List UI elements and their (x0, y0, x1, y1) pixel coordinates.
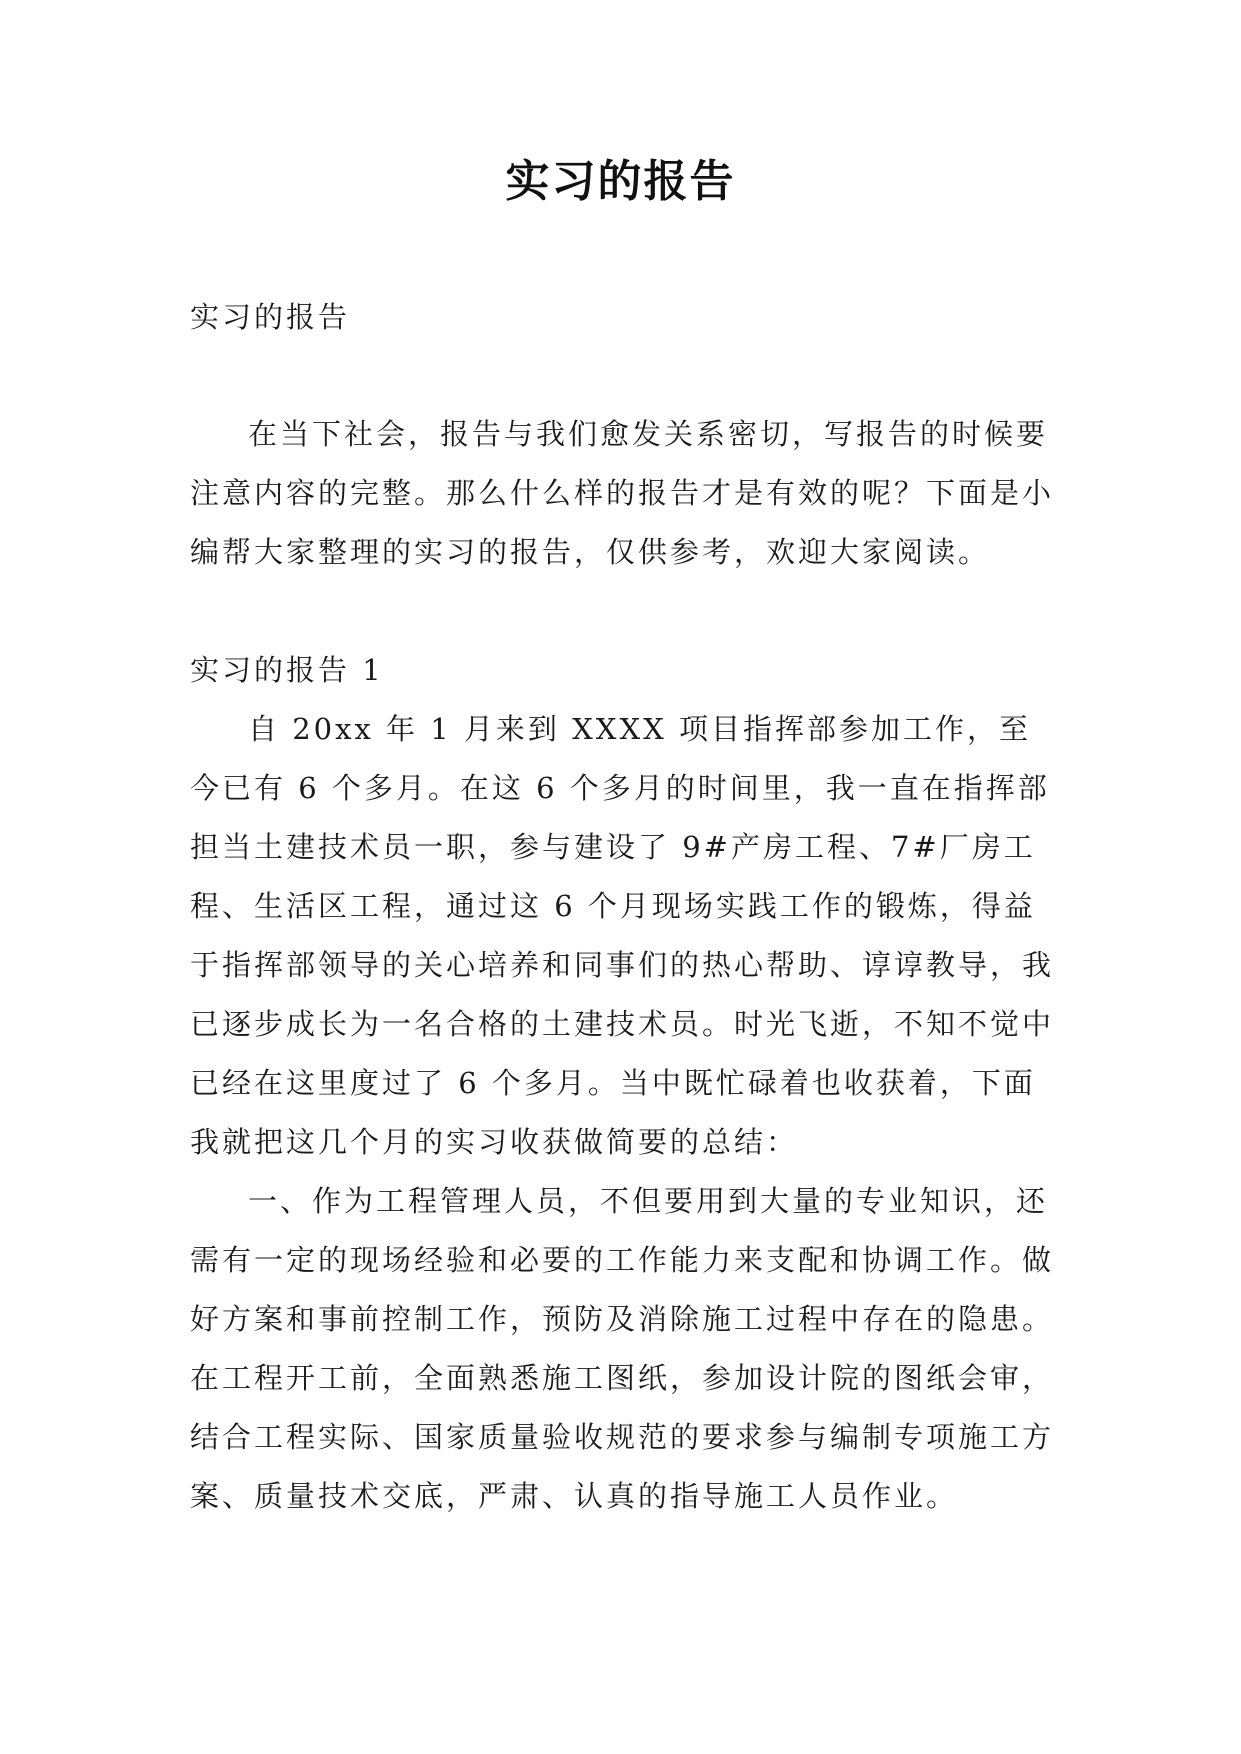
document-subtitle: 实习的报告 (190, 300, 351, 334)
section-heading: 实习的报告 1 (190, 653, 384, 687)
document-title: 实习的报告 (505, 156, 736, 207)
body-paragraph: 一、作为工程管理人员，不但要用到大量的专业知识，还需有一定的现场经验和必要的工作能力来支配和协调工作。做好方案和事前控制工作，预防及消除施工过程中存在的隐患。在工程开工前，全面熟悉施工图纸，参加设计院的图纸会审，结合工程实际、国家质量验收规范的要求参与编制专项施工方案、质量技术交底，严肃、认真的指导施工人员作业。 (190, 1184, 1055, 1513)
intro-paragraph: 在当下社会，报告与我们愈发关系密切，写报告的时候要注意内容的完整。那么什么样的报告才是有效的呢？下面是小编帮大家整理的实习的报告，仅供参考，欢迎大家阅读。 (190, 417, 1055, 569)
section-1 (190, 641, 1060, 1526)
body-paragraph: 自 20xx 年 1 月来到 XXXX 项目指挥部参加工作，至今已有 6 个多月。在这 6 个多月的时间里，我一直在指挥部担当土建技术员一职，参与建设了 9#产房工程、7#厂房工程、生活区工程，通过这 6 个月现场实践工作的锻炼，得益于指挥部领导的关心培养和同事们的热心帮助、谆谆教导，我已逐步成长为一名合格的土建技术员。时光飞逝，不知不觉中已经在这里度过了 6 个多月。当中既忙碌着也收获着，下面我就把这几个月的实习收获做简要的总结： (190, 712, 1055, 1159)
intro-block (190, 405, 1060, 582)
